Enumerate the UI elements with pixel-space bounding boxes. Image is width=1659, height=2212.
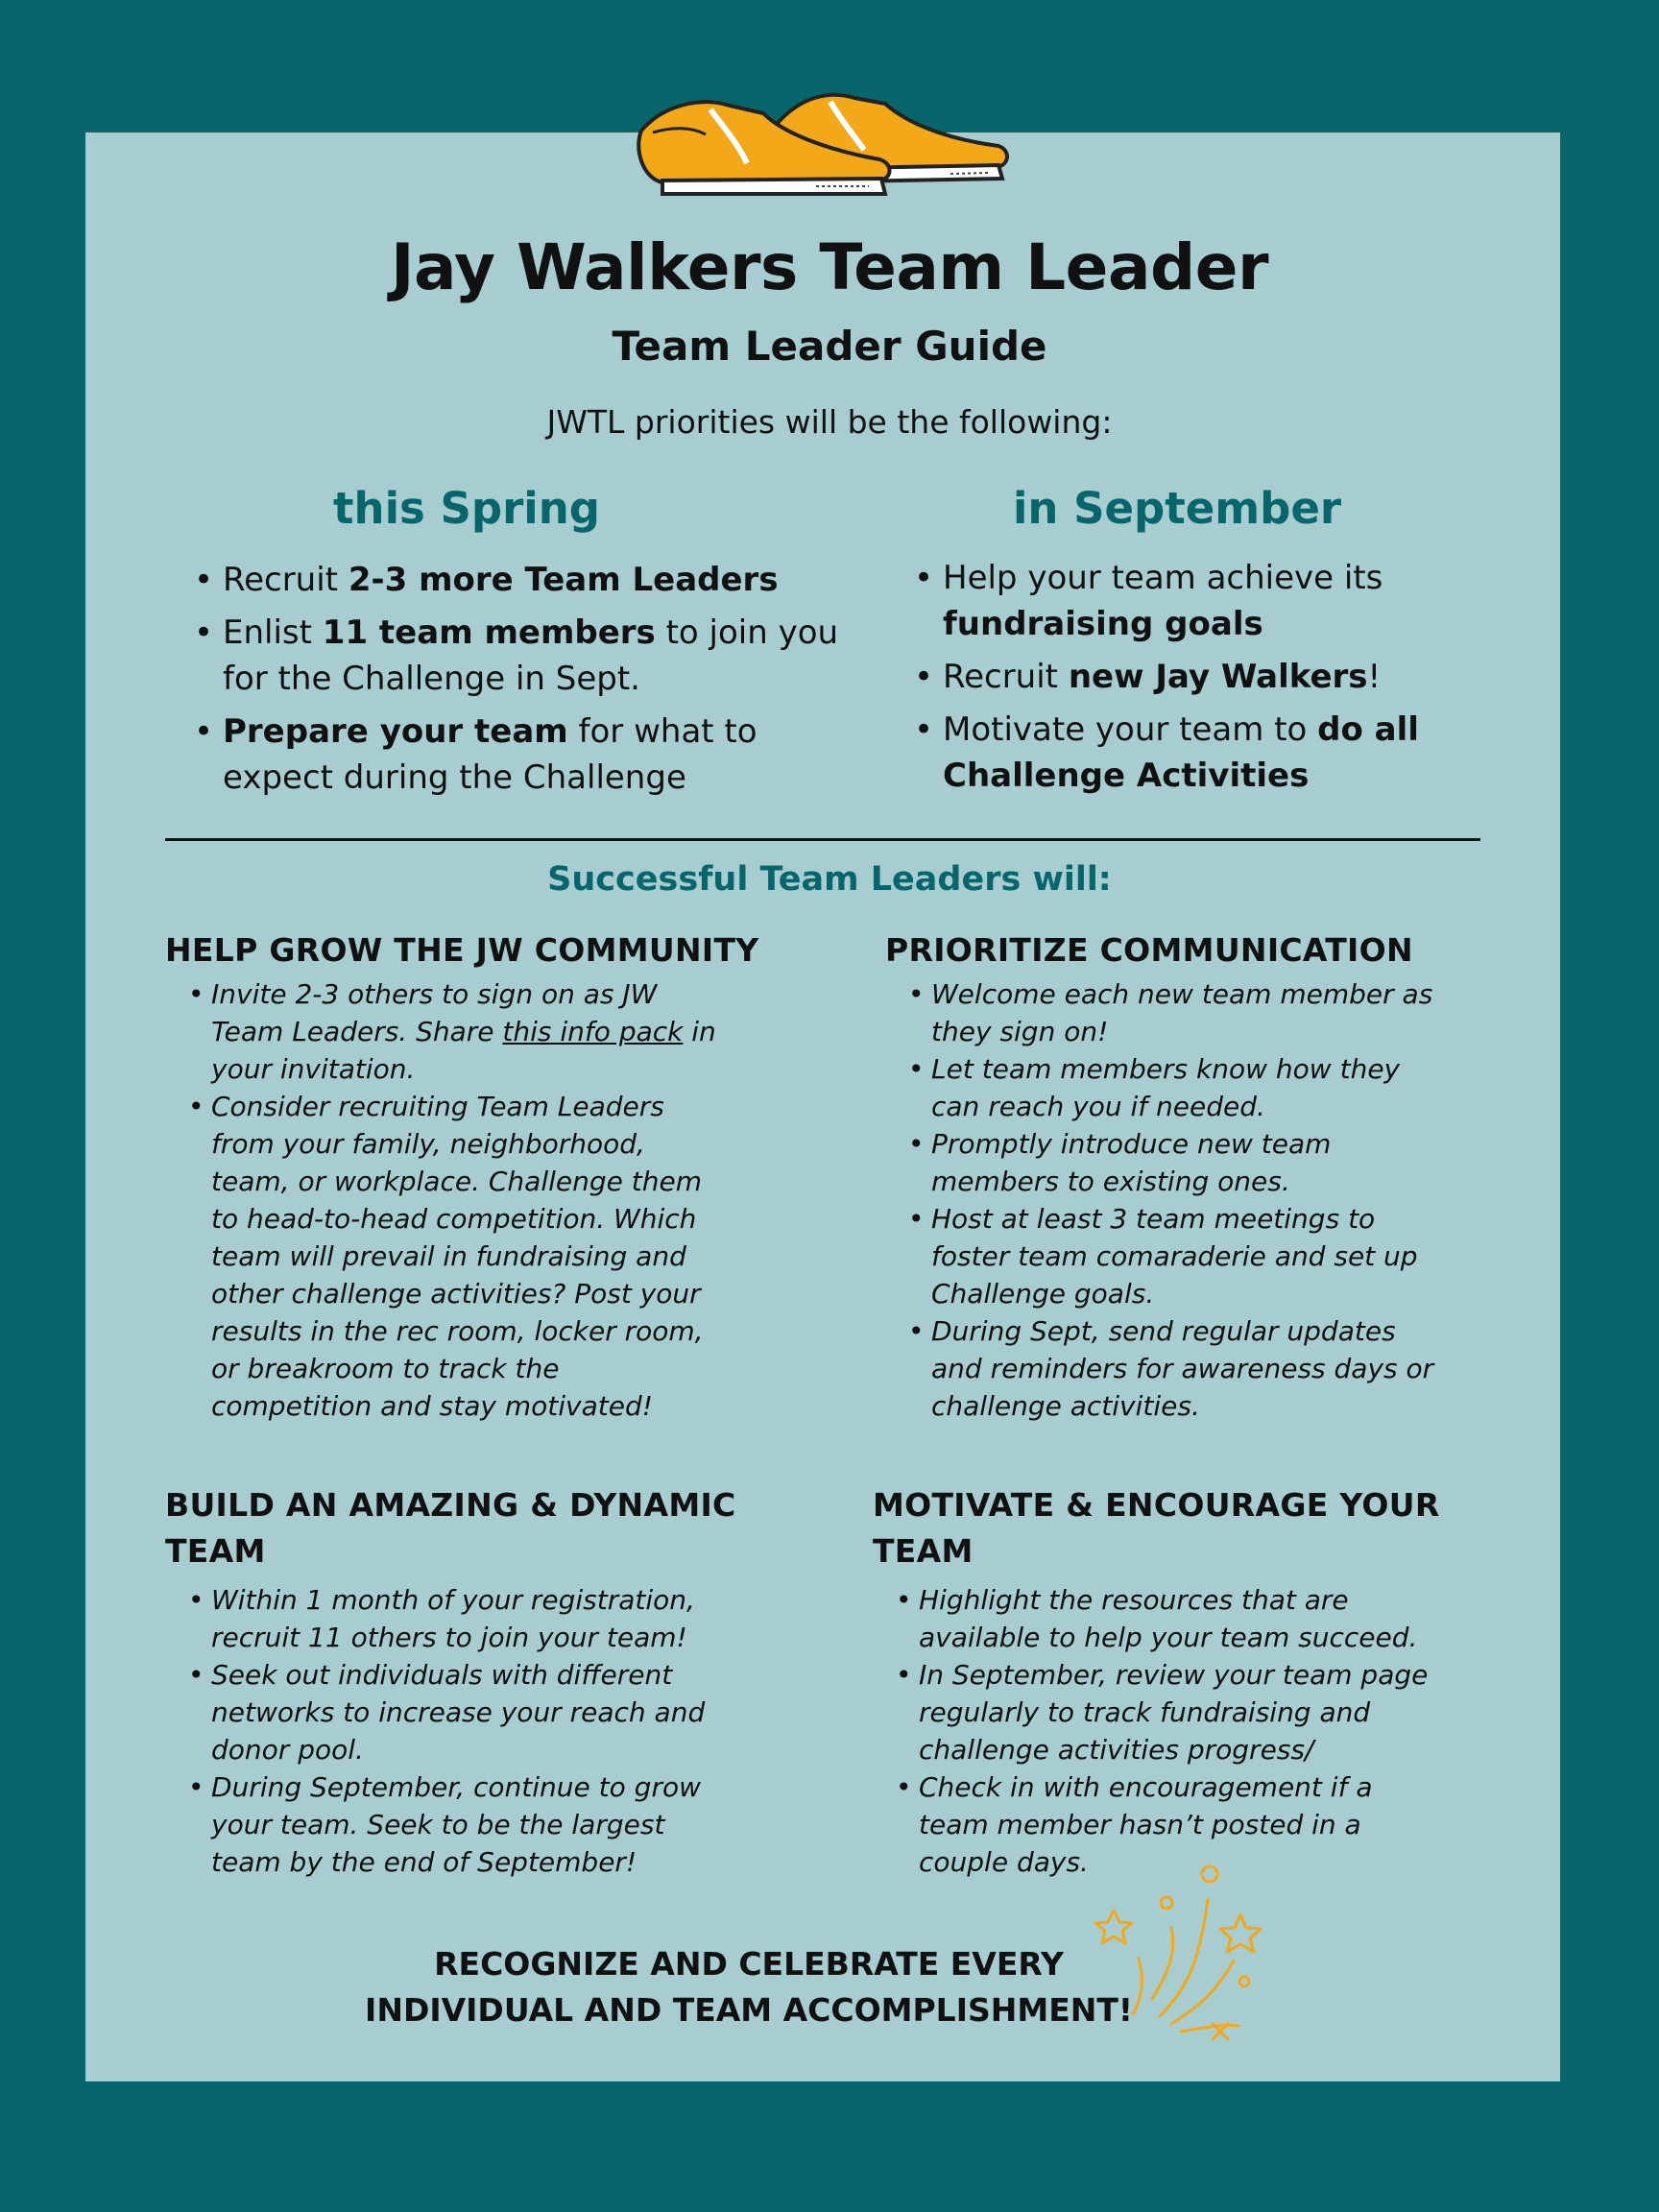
list-item: • Recruit 2-3 more Team Leaders [194,557,847,603]
list-item: • Help your team achieve its fundraising goals [914,555,1452,647]
success-heading: Successful Team Leaders will: [547,860,1112,899]
list-item: • Recruit new Jay Walkers! [914,654,1452,700]
list-item: • Prepare your team for what to expect during the Challenge [194,709,847,801]
celebration-stars-icon [1075,1853,1267,2045]
september-list [914,555,1452,805]
list-item: • Host at least 3 team meetings to foster team comaraderie and set up Challenge goals. [885,1200,1452,1312]
list-item: • Consider recruiting Team Leaders from your family, neighborhood, team, or workplace. Challenge them to head-to-head competition. Which team will prevail in fundraising and other challenge activities? Post your results in the rec room, locker room, or breakroom to track the competition and stay motivated! [165,1088,722,1425]
list-item: • During Sept, send regular updates and reminders for awareness days or challenge activities. [885,1312,1452,1425]
list-item: • Motivate your team to do all Challenge Activities [914,707,1452,799]
list-item: • Check in with encouragement if a team member hasn’t posted in a couple days. [873,1768,1439,1881]
communication-list [885,975,1452,1425]
communication-heading: PRIORITIZE COMMUNICATION [885,931,1413,969]
info-pack-link[interactable]: this info pack [502,1016,684,1047]
build-heading: BUILD AN AMAZING & DYNAMIC TEAM [165,1486,736,1570]
sneakers-icon [634,83,1018,196]
list-item: • Promptly introduce new team members to existing ones. [885,1125,1452,1200]
grow-list [165,975,722,1425]
motivate-heading: MOTIVATE & ENCOURAGE YOUR TEAM [873,1486,1440,1570]
build-list [165,1581,732,1881]
page-subtitle: Team Leader Guide [612,323,1047,370]
list-item: • Enlist 11 team members to join you for the Challenge in Sept. [194,610,847,702]
list-item: • In September, review your team page regularly to track fundraising and challenge activities progress/ [873,1656,1439,1768]
list-item: • Welcome each new team member as they sign on! [885,975,1452,1050]
intro-text: JWTL priorities will be the following: [546,403,1113,441]
motivate-list [873,1581,1439,1881]
list-item: • Invite 2-3 others to sign on as JW Team Leaders. Share this info pack in your invitation. [165,975,722,1088]
page-title: Jay Walkers Team Leader [390,230,1269,304]
divider [165,838,1480,841]
list-item: • Seek out individuals with different networks to increase your reach and donor pool. [165,1656,732,1768]
grow-heading: HELP GROW THE JW COMMUNITY [165,931,759,969]
spring-heading: this Spring [333,483,600,534]
september-heading: in September [1012,483,1342,534]
closing-statement: RECOGNIZE AND CELEBRATE EVERY INDIVIDUAL AND TEAM ACCOMPLISHMENT! [365,1945,1133,2029]
list-item: • Within 1 month of your registration, recruit 11 others to join your team! [165,1581,732,1656]
list-item: • During September, continue to grow your team. Seek to be the largest team by the end of September! [165,1768,732,1881]
list-item: • Let team members know how they can reach you if needed. [885,1050,1452,1125]
list-item: • Highlight the resources that are available to help your team succeed. [873,1581,1439,1656]
spring-list [194,557,847,807]
